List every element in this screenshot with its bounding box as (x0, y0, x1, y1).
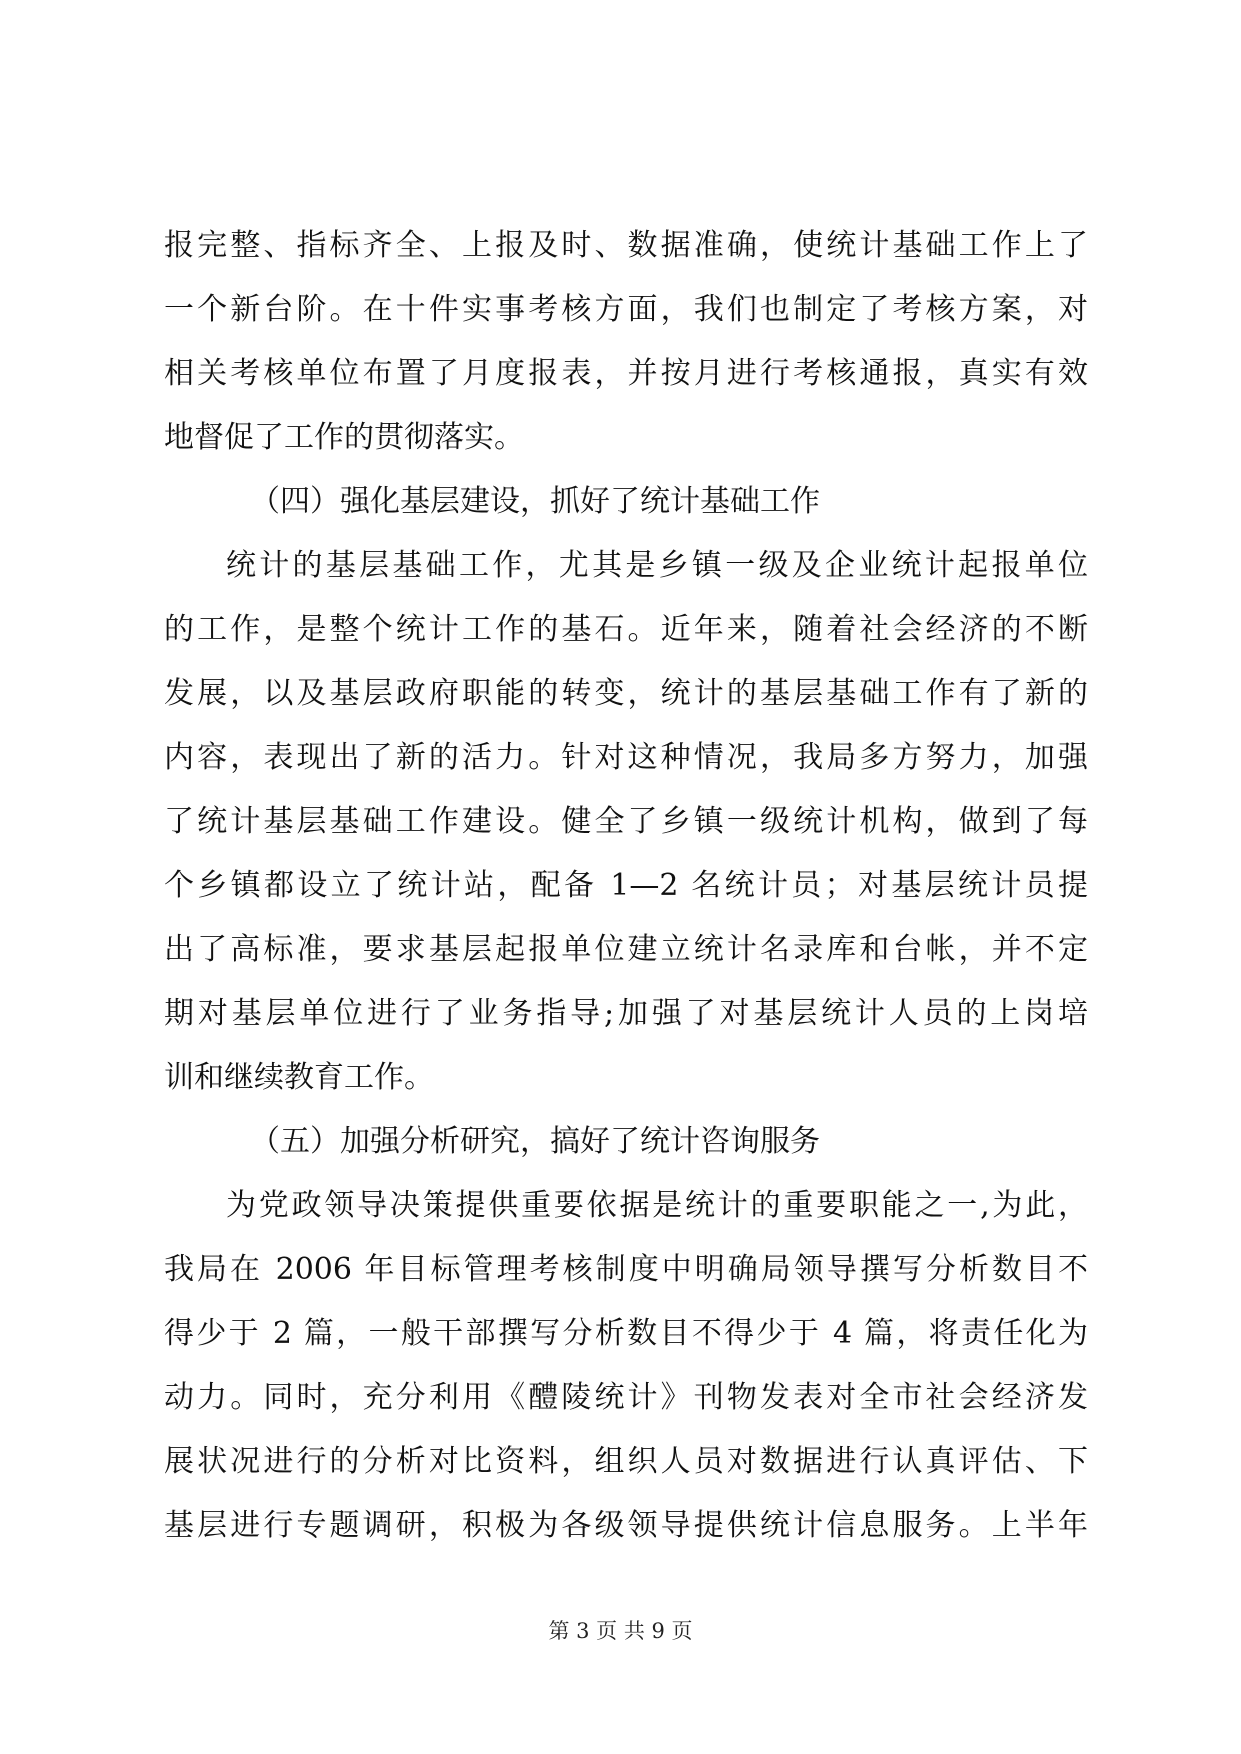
paragraph-line: 个乡镇都设立了统计站，配备 1—2 名统计员；对基层统计员提 (164, 868, 1088, 903)
page-number-footer: 第 3 页 共 9 页 (548, 1619, 693, 1643)
paragraph-line: 统计的基层基础工作，尤其是乡镇一级及企业统计起报单位 (226, 548, 1088, 583)
paragraph-line: 内容，表现出了新的活力。针对这种情况，我局多方努力，加强 (164, 740, 1088, 775)
paragraph-line: 出了高标准，要求基层起报单位建立统计名录库和台帐，并不定 (164, 932, 1088, 967)
paragraph-line: 相关考核单位布置了月度报表，并按月进行考核通报，真实有效 (164, 356, 1088, 391)
paragraph-line: 了统计基层基础工作建设。健全了乡镇一级统计机构，做到了每 (164, 804, 1088, 839)
paragraph-line: 基层进行专题调研，积极为各级领导提供统计信息服务。上半年 (164, 1508, 1088, 1543)
section-heading: （五）加强分析研究，搞好了统计咨询服务 (250, 1124, 820, 1159)
paragraph-line: 的工作，是整个统计工作的基石。近年来，随着社会经济的不断 (164, 612, 1088, 647)
paragraph-line: 发展，以及基层政府职能的转变，统计的基层基础工作有了新的 (164, 676, 1088, 711)
paragraph-line: 期对基层单位进行了业务指导;加强了对基层统计人员的上岗培 (164, 996, 1088, 1031)
paragraph-line: 我局在 2006 年目标管理考核制度中明确局领导撰写分析数目不 (164, 1252, 1088, 1287)
paragraph-line: 训和继续教育工作。 (164, 1060, 434, 1095)
document-body (164, 228, 1088, 1572)
section-heading: （四）强化基层建设，抓好了统计基础工作 (250, 484, 820, 519)
paragraph-line: 得少于 2 篇，一般干部撰写分析数目不得少于 4 篇，将责任化为 (164, 1316, 1088, 1351)
paragraph-line: 为党政领导决策提供重要依据是统计的重要职能之一,为此， (226, 1188, 1088, 1223)
paragraph-line: 一个新台阶。在十件实事考核方面，我们也制定了考核方案，对 (164, 292, 1088, 327)
paragraph-line: 展状况进行的分析对比资料，组织人员对数据进行认真评估、下 (164, 1444, 1088, 1479)
paragraph-line: 报完整、指标齐全、上报及时、数据准确，使统计基础工作上了 (164, 228, 1088, 263)
paragraph-line: 动力。同时，充分利用《醴陵统计》刊物发表对全市社会经济发 (164, 1380, 1088, 1415)
paragraph-line: 地督促了工作的贯彻落实。 (164, 420, 524, 455)
